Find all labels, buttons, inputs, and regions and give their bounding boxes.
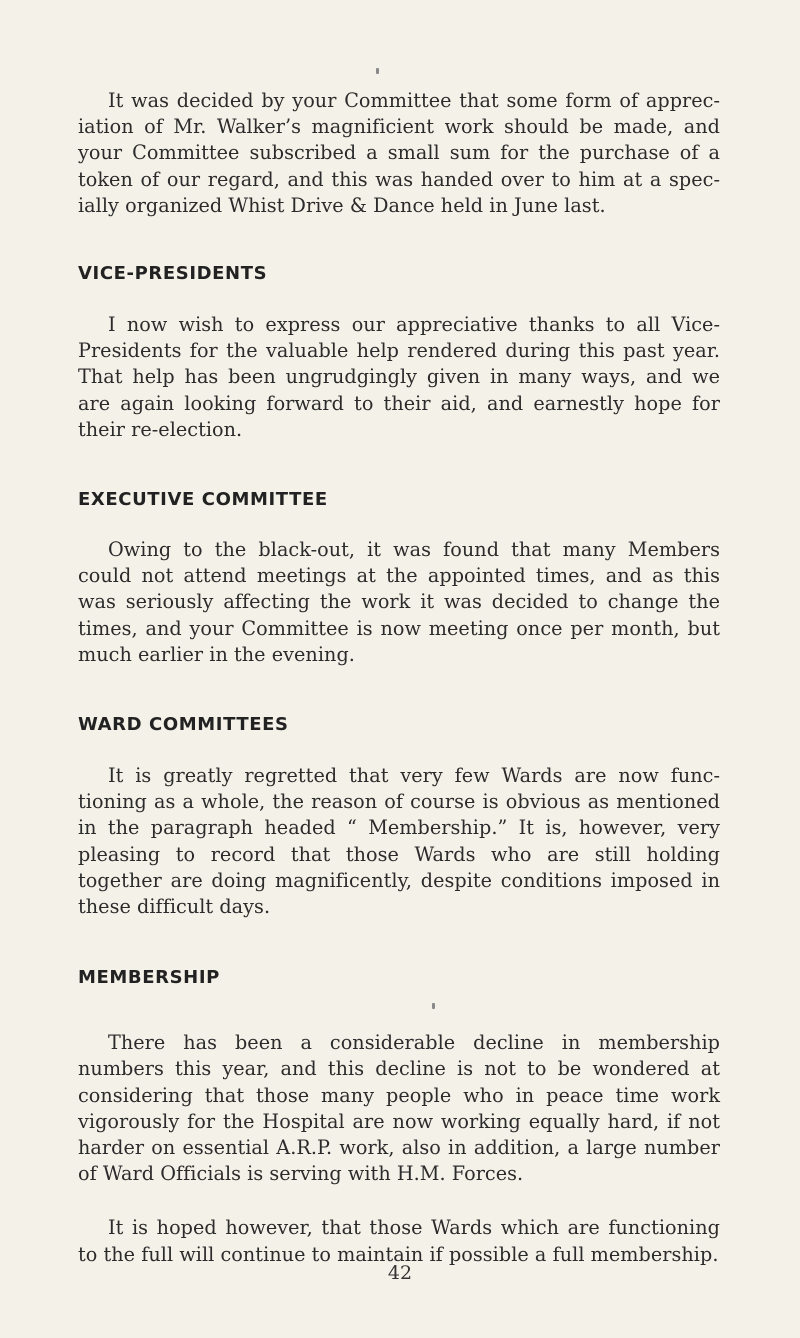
- print-speck: [376, 68, 379, 74]
- intro-paragraph: It was decided by your Committee that some form of apprec-iation of Mr. Walker’s magnificient work should be made, and your Committee subscribed a small sum for the purchase of a token of our regard, and this was handed over to him at a spec-ially organized Whist Drive & Dance held in June last.: [78, 89, 720, 217]
- document-page: [78, 88, 720, 1268]
- membership-paragraph-1: There has been a considerable decline in membership numbers this year, and this decline is not to be wondered at considering that those many people who in peace time work vigorously for the Hospital are now working equally hard, if not harder on essential A.R.P. work, also in addition, a large number of Ward Officials is serving with H.M. Forces.: [78, 1031, 720, 1186]
- ward-committees-heading: WARD COMMITTEES: [78, 714, 289, 736]
- executive-committee-paragraph: Owing to the black-out, it was found that many Members could not attend meetings at the appointed times, and as this was seriously affecting the work it was decided to change the times, and your Committee is now meeting once per month, but much earlier in the evening.: [78, 538, 720, 666]
- vice-presidents-heading: VICE-PRESIDENTS: [78, 263, 268, 285]
- ward-committees-paragraph: It is greatly regretted that very few Wards are now func-tioning as a whole, the reason of course is obvious as mentioned in the paragraph headed “ Membership.” It is, however, very pleasing to record that those Wards who are still holding together are doing magnificently, despite conditions imposed in these difficult days.: [78, 764, 720, 919]
- vice-presidents-paragraph: I now wish to express our appreciative thanks to all Vice-Presidents for the valuable help rendered during this past year. That help has been ungrudgingly given in many ways, and we are again looking forward to their aid, and earnestly hope for their re-election.: [78, 313, 720, 441]
- executive-committee-heading: EXECUTIVE COMMITTEE: [78, 489, 328, 511]
- print-speck: [432, 1003, 435, 1009]
- page-number: 42: [387, 1262, 413, 1284]
- membership-heading: MEMBERSHIP: [78, 967, 220, 989]
- membership-paragraph-2: It is hoped however, that those Wards which are functioning to the full will continue to maintain if possible a full membership.: [78, 1216, 720, 1266]
